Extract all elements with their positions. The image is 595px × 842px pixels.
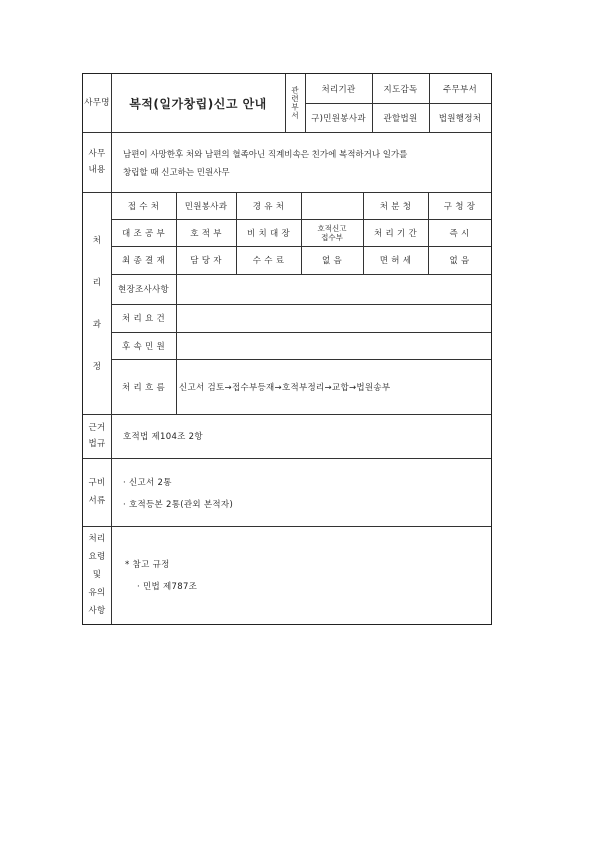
content-text-line-2: 창립할 때 신고하는 민원사무 bbox=[123, 168, 230, 178]
process-label-stack bbox=[93, 234, 102, 372]
documents-item-1: · 신고서 2통 bbox=[123, 478, 172, 488]
documents-item-2: · 호적등본 2통(관외 본적자) bbox=[123, 500, 234, 510]
ledger-label: 비 치 대 장 bbox=[246, 228, 291, 239]
process-label bbox=[83, 192, 111, 414]
reference-register-label: 대 조 공 부 bbox=[121, 228, 166, 239]
license-tax-value: 없 음 bbox=[449, 256, 470, 266]
documents-list bbox=[123, 472, 483, 516]
license-tax-label: 면 허 세 bbox=[379, 256, 412, 266]
final-approval-label: 최 종 결 재 bbox=[121, 256, 166, 266]
flow-label: 처 리 흐 름 bbox=[121, 382, 166, 393]
main-dept-value: 법원행정처 bbox=[438, 113, 482, 124]
page-title: 복적(일가창립)신고 안내 bbox=[129, 96, 267, 111]
process-label-char-1: 처 bbox=[92, 236, 102, 246]
requirements-label: 처 리 요 건 bbox=[121, 314, 166, 324]
notes-content bbox=[125, 554, 475, 598]
via-office-value bbox=[301, 192, 363, 219]
main-dept-head: 주무부서 bbox=[442, 84, 478, 95]
form-table bbox=[82, 73, 492, 625]
supervision-head: 지도감독 bbox=[383, 84, 418, 95]
fee-value: 없 음 bbox=[321, 256, 343, 266]
notes-label: 처리 요령 및 유의 사항 bbox=[88, 534, 106, 616]
flow-text: 신고서 검토→접수부등재→호적부정리→교합→법원송부 bbox=[179, 382, 391, 393]
related-dept-label: 관련부서 bbox=[290, 86, 300, 120]
law-label: 근거 법규 bbox=[88, 423, 106, 449]
disposal-office-value: 구 청 장 bbox=[443, 201, 476, 212]
handling-agency-head: 처리기관 bbox=[321, 84, 356, 95]
process-label-char-3: 과 bbox=[92, 320, 102, 330]
final-approval-value: 담 당 자 bbox=[190, 256, 222, 266]
notes-item: · 민법 제787조 bbox=[137, 582, 198, 592]
via-office-label: 경 유 처 bbox=[252, 201, 285, 212]
notes-head: * 참고 규정 bbox=[125, 560, 170, 570]
processing-period-label: 처 리 기 간 bbox=[373, 228, 418, 239]
documents-label: 구비 서류 bbox=[88, 478, 106, 506]
receive-office-value: 민원봉사과 bbox=[184, 201, 228, 212]
content-text-line-1: 남편이 사망한후 처와 남편의 혈족아닌 직계비속은 친가에 복적하거나 일가를 bbox=[123, 150, 408, 160]
reference-register-value: 호 적 부 bbox=[190, 228, 222, 239]
fee-label: 수 수 료 bbox=[252, 256, 285, 266]
field-survey-label: 현장조사사항 bbox=[117, 285, 170, 295]
supervision-value: 관할법원 bbox=[383, 113, 418, 124]
law-text: 호적법 제104조 2항 bbox=[123, 432, 203, 442]
content-text bbox=[123, 146, 483, 182]
receive-office-label: 접 수 처 bbox=[127, 201, 160, 212]
content-label: 사무 내용 bbox=[88, 149, 106, 175]
disposal-office-label: 처 분 청 bbox=[379, 201, 412, 212]
section-label-name: 사무명 bbox=[84, 98, 110, 108]
handling-agency-value: 구)민원봉사과 bbox=[311, 113, 366, 124]
follow-up-label: 후 속 민 원 bbox=[121, 341, 166, 352]
processing-period-value: 즉 시 bbox=[449, 228, 470, 239]
process-label-char-2: 리 bbox=[92, 278, 102, 288]
process-label-char-4: 정 bbox=[92, 362, 102, 372]
ledger-value: 호적신고 접수부 bbox=[317, 223, 347, 242]
